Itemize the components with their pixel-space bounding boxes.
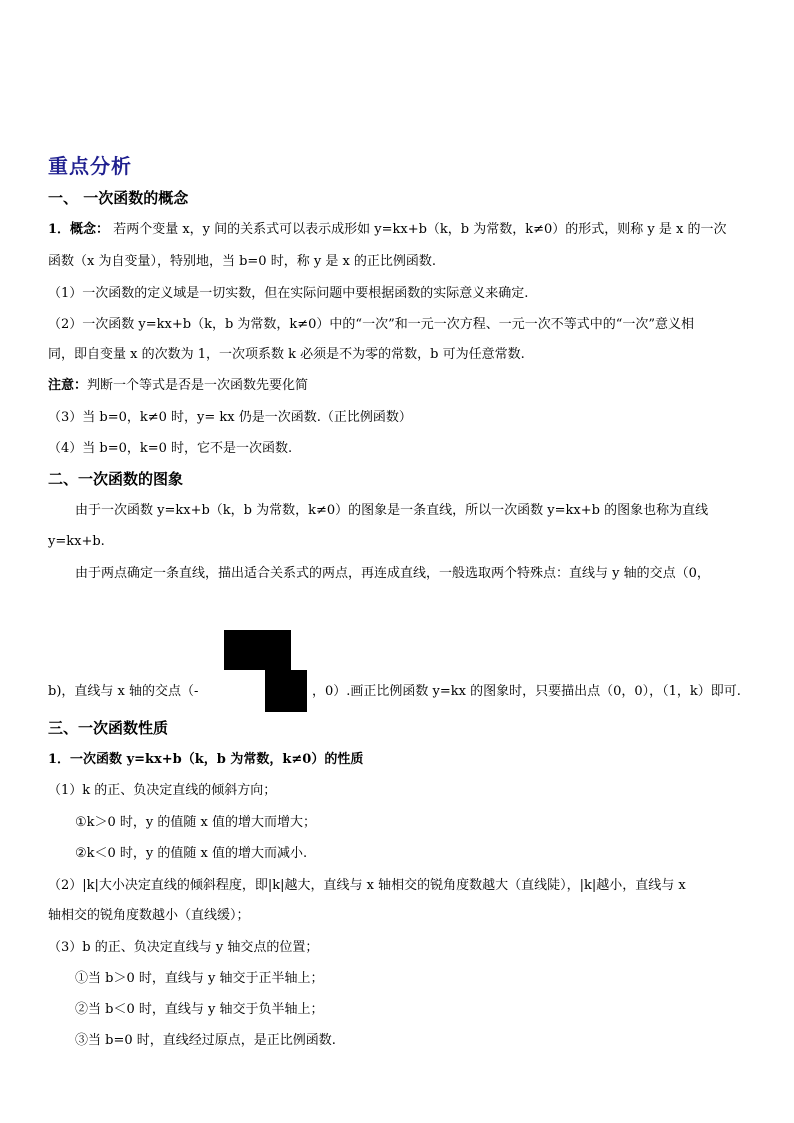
note-label: 注意： [48, 378, 88, 393]
point-4: （4）当 b=0，k=0 时，它不是一次函数. [48, 441, 293, 456]
concept-label: 1．概念： [48, 222, 110, 237]
graph-para-1-line-2: y=kx+b. [48, 534, 105, 549]
section-heading-1: 一、 一次函数的概念 [48, 189, 189, 207]
abs-k-line-2: 轴相交的锐角度数越小（直线缓）； [48, 908, 250, 923]
k-negative: ②k＜0 时，y 的值随 x 值的增大而减小. [75, 846, 308, 861]
note-line [48, 378, 308, 394]
graph-para-2-line-2-left: b)，直线与 x 轴的交点（- [48, 684, 199, 699]
properties-subheading: 1．一次函数 y=kx+b（k，b 为常数，k≠0）的性质 [48, 752, 364, 767]
graph-para-1-line-1: 由于一次函数 y=kx+b（k，b 为常数，k≠0）的图象是一条直线，所以一次函数 y=kx+b 的图象也称为直线 [75, 503, 709, 518]
graph-para-2-line-1: 由于两点确定一条直线，描出适合关系式的两点，再连成直线，一般选取两个特殊点：直线与 y 轴的交点（0， [75, 566, 710, 581]
concept-text-1: 若两个变量 x，y 间的关系式可以表示成形如 y=kx+b（k，b 为常数，k≠0）的形式，则称 y 是 x 的一次 [113, 222, 727, 237]
note-text: 判断一个等式是否是一次函数先要化简 [87, 378, 309, 393]
graph-para-2-line-2-right: ，0）.画正比例函数 y=kx 的图象时，只要描出点（0，0），（1，k）即可. [312, 684, 741, 699]
point-2-line-2: 同，即自变量 x 的次数为 1，一次项系数 k 必须是不为零的常数，b 可为任意常数. [48, 347, 525, 362]
point-3: （3）当 b=0，k≠0 时，y= kx 仍是一次函数.（正比例函数） [48, 410, 412, 425]
abs-k-line-1: （2）|k|大小决定直线的倾斜程度，即|k|越大，直线与 x 轴相交的锐角度数越大（直线陡），|k|越小，直线与 x [48, 878, 686, 893]
section-heading-2: 二、一次函数的图象 [48, 470, 184, 488]
redacted-fraction-bottom [265, 670, 307, 712]
b-zero: ③当 b=0 时，直线经过原点，是正比例函数. [75, 1033, 336, 1048]
redacted-fraction-top [224, 630, 291, 670]
concept-line-2: 函数（x 为自变量），特别地，当 b=0 时，称 y 是 x 的正比例函数. [48, 254, 437, 269]
b-positive: ①当 b＞0 时，直线与 y 轴交于正半轴上； [75, 971, 324, 986]
point-1: （1）一次函数的定义域是一切实数，但在实际问题中要根据函数的实际意义来确定. [48, 286, 529, 301]
point-2-line-1: （2）一次函数 y=kx+b（k，b 为常数，k≠0）中的“一次”和一元一次方程、一元一次不等式中的“一次”意义相 [48, 317, 695, 332]
section-heading-3: 三、一次函数性质 [48, 719, 169, 737]
b-position-title: （3）b 的正、负决定直线与 y 轴交点的位置； [48, 940, 319, 955]
b-negative: ②当 b＜0 时，直线与 y 轴交于负半轴上； [75, 1002, 324, 1017]
page-title: 重点分析 [48, 154, 132, 178]
k-direction: （1）k 的正、负决定直线的倾斜方向； [48, 783, 277, 798]
k-positive: ①k＞0 时，y 的值随 x 值的增大而增大； [75, 815, 317, 830]
concept-line-1 [48, 222, 727, 238]
